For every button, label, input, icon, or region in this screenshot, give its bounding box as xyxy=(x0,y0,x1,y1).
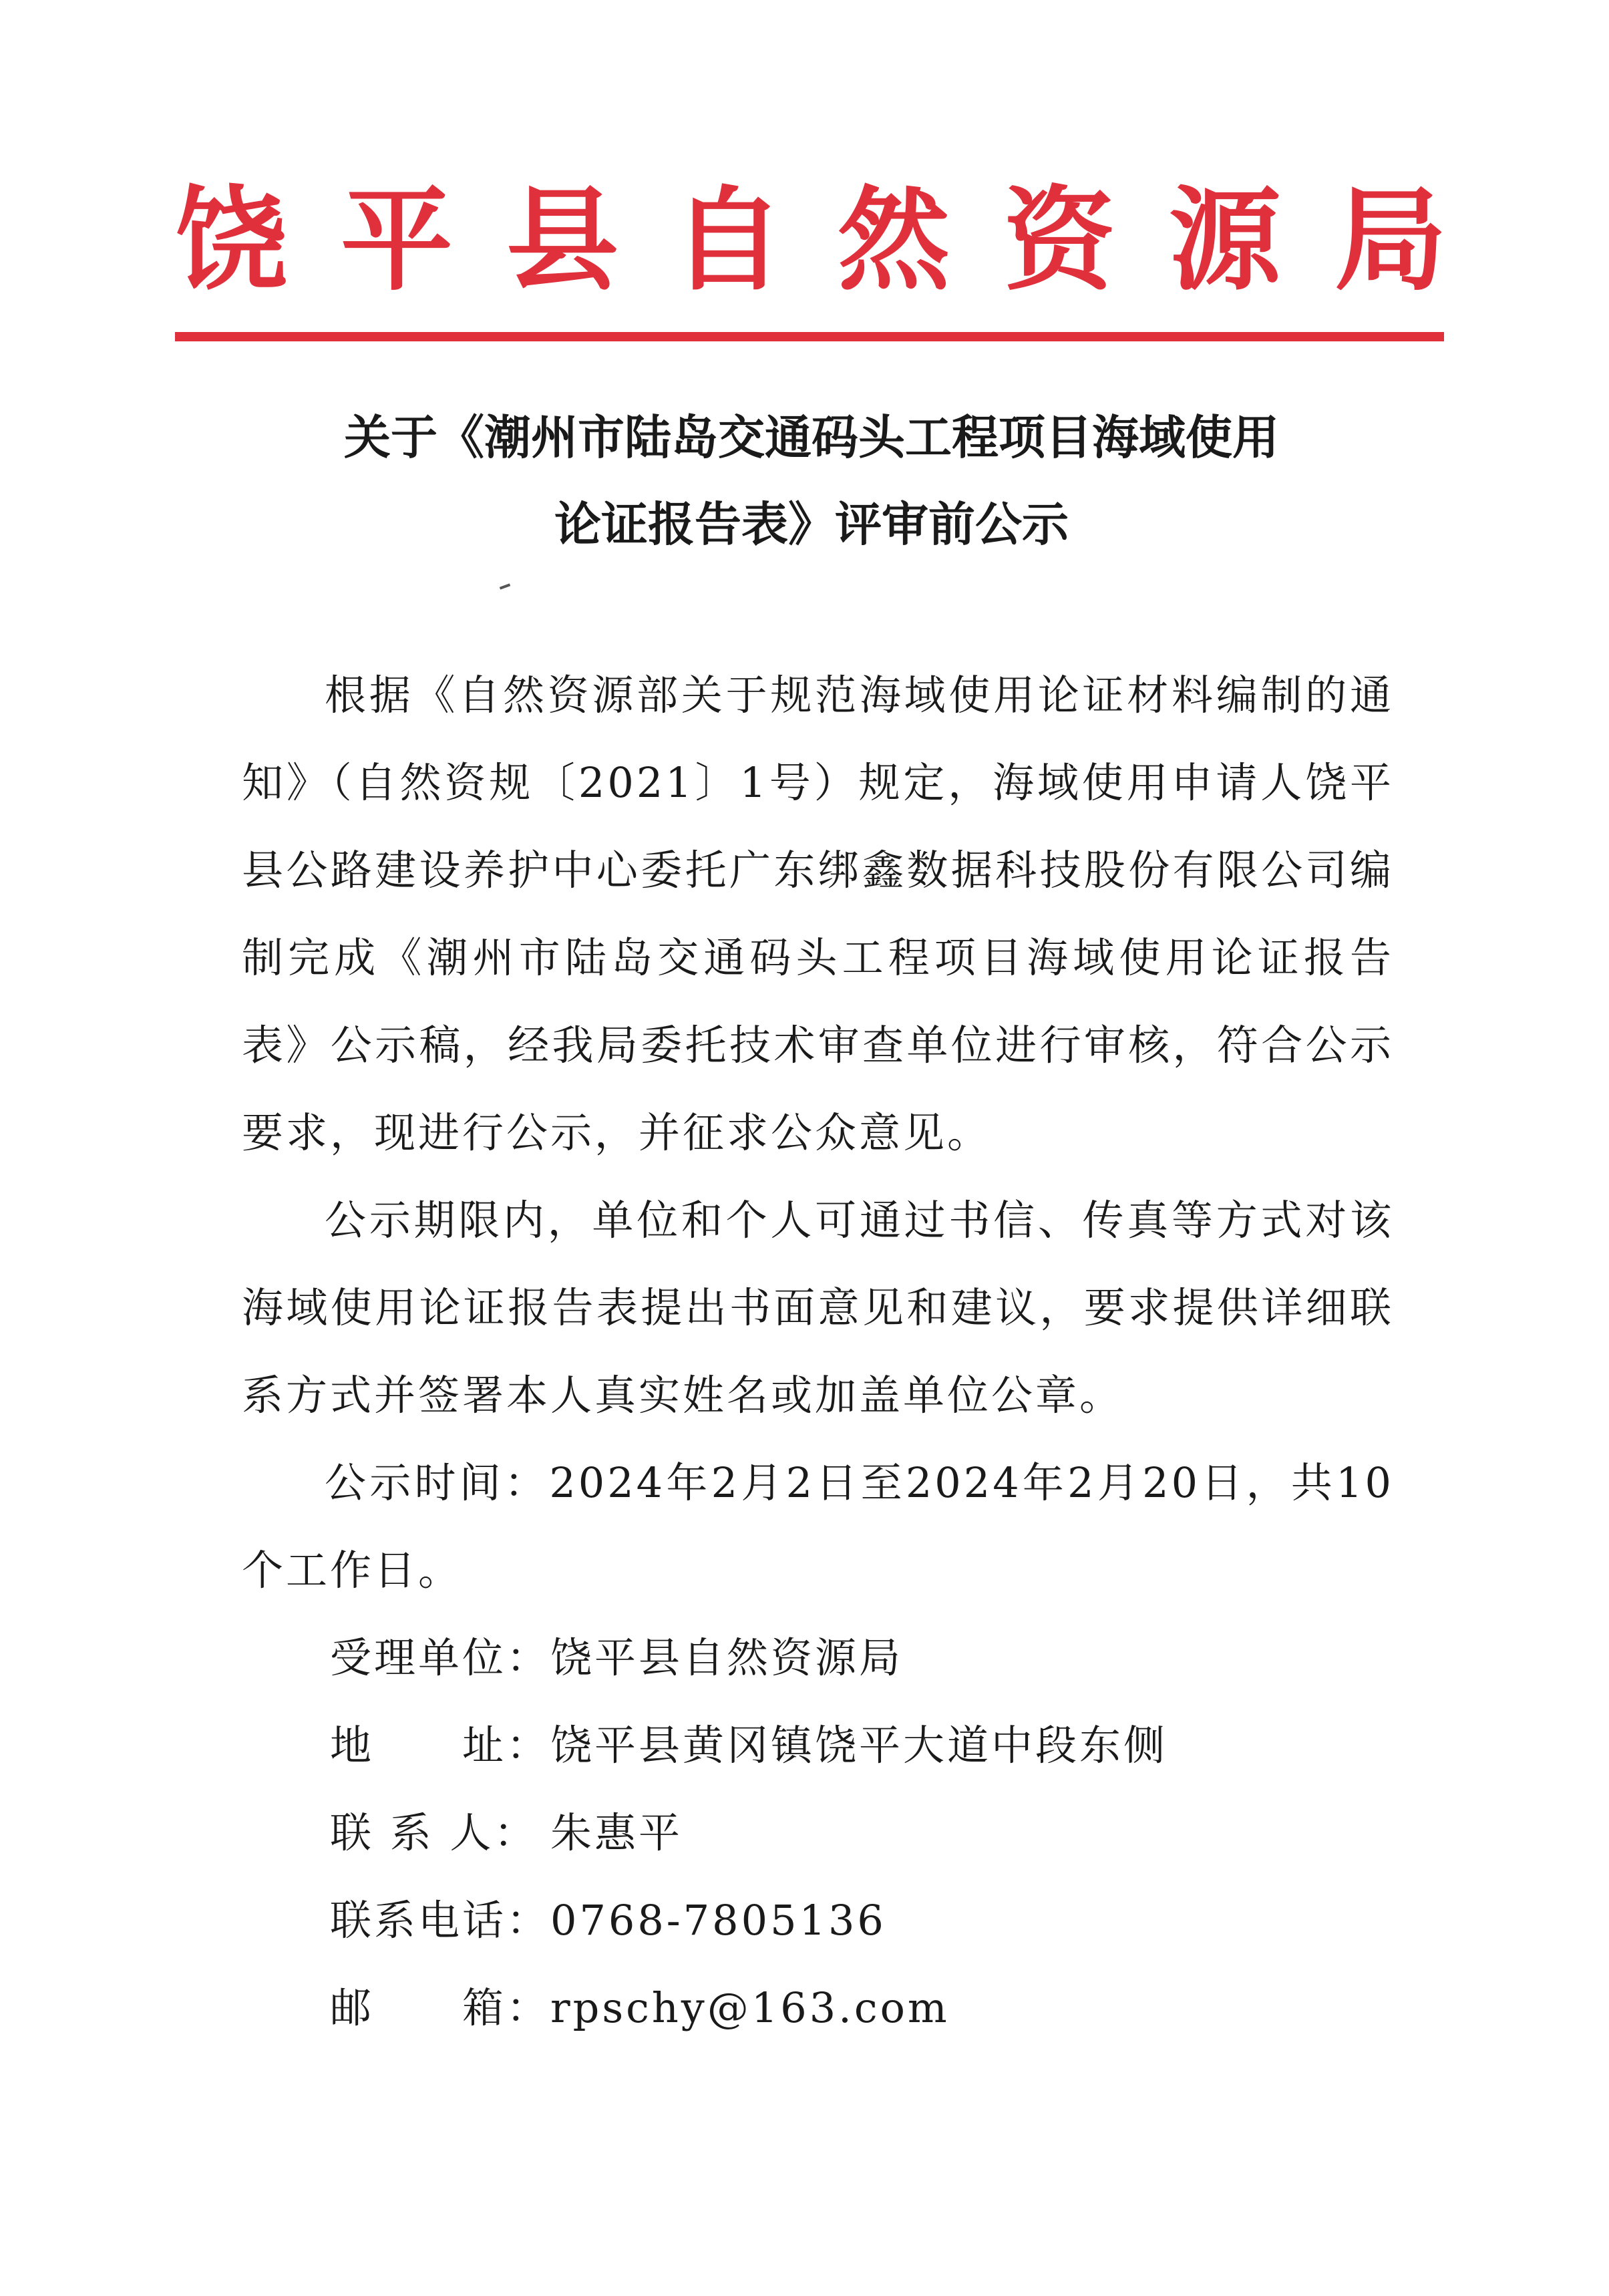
contact-label: 联系电话： xyxy=(330,1896,551,1945)
contact-value: 饶平县黄冈镇饶平大道中段东侧 xyxy=(550,1721,1168,1770)
contact-label: 邮 箱： xyxy=(330,1983,551,2032)
contact-block xyxy=(242,1614,1394,2052)
contact-value: rpschy@163.com xyxy=(550,1983,950,2032)
issuer-masthead: 饶平县自然资源局 xyxy=(175,175,1500,306)
contact-row-unit xyxy=(242,1614,1394,1701)
body-paragraph-period: 公示时间：2024年2月2日至2024年2月20日，共10个工作日。 xyxy=(242,1458,1394,1595)
scan-speck xyxy=(500,583,510,589)
document-title xyxy=(200,394,1423,568)
contact-label: 联 系 人： xyxy=(330,1808,538,1857)
body-paragraph-basis: 根据《自然资源部关于规范海域使用论证材料编制的通知》（自然资规〔2021〕1号）规定，海域使用申请人饶平县公路建设养护中心委托广东绑鑫数据科技股份有限公司编制完成《潮州市陆岛交通码头工程项目海域使用论证报告表》公示稿，经我局委托技术审查单位进行审核，符合公示要求，现进行公示，并征求公众意见。 xyxy=(242,671,1394,1157)
contact-row-email xyxy=(242,1964,1394,2052)
contact-row-phone xyxy=(242,1876,1394,1964)
body-paragraph-feedback: 公示期限内，单位和个人可通过书信、传真等方式对该海域使用论证报告表提出书面意见和建议，要求提供详细联系方式并签署本人真实姓名或加盖单位公章。 xyxy=(242,1196,1394,1420)
document-title-line-2: 论证报告表》评审前公示 xyxy=(554,497,1069,552)
document-title-line-1: 关于《潮州市陆岛交通码头工程项目海域使用 xyxy=(344,410,1279,465)
document-body xyxy=(242,651,1394,2052)
contact-label: 受理单位： xyxy=(330,1633,551,1682)
contact-row-person xyxy=(242,1789,1394,1876)
contact-value: 饶平县自然资源局 xyxy=(550,1633,904,1682)
contact-row-address xyxy=(242,1701,1394,1789)
contact-value: 朱惠平 xyxy=(550,1808,683,1857)
contact-label: 地 址： xyxy=(330,1721,551,1770)
masthead-red-rule xyxy=(175,332,1444,341)
contact-value: 0768-7805136 xyxy=(550,1896,886,1945)
